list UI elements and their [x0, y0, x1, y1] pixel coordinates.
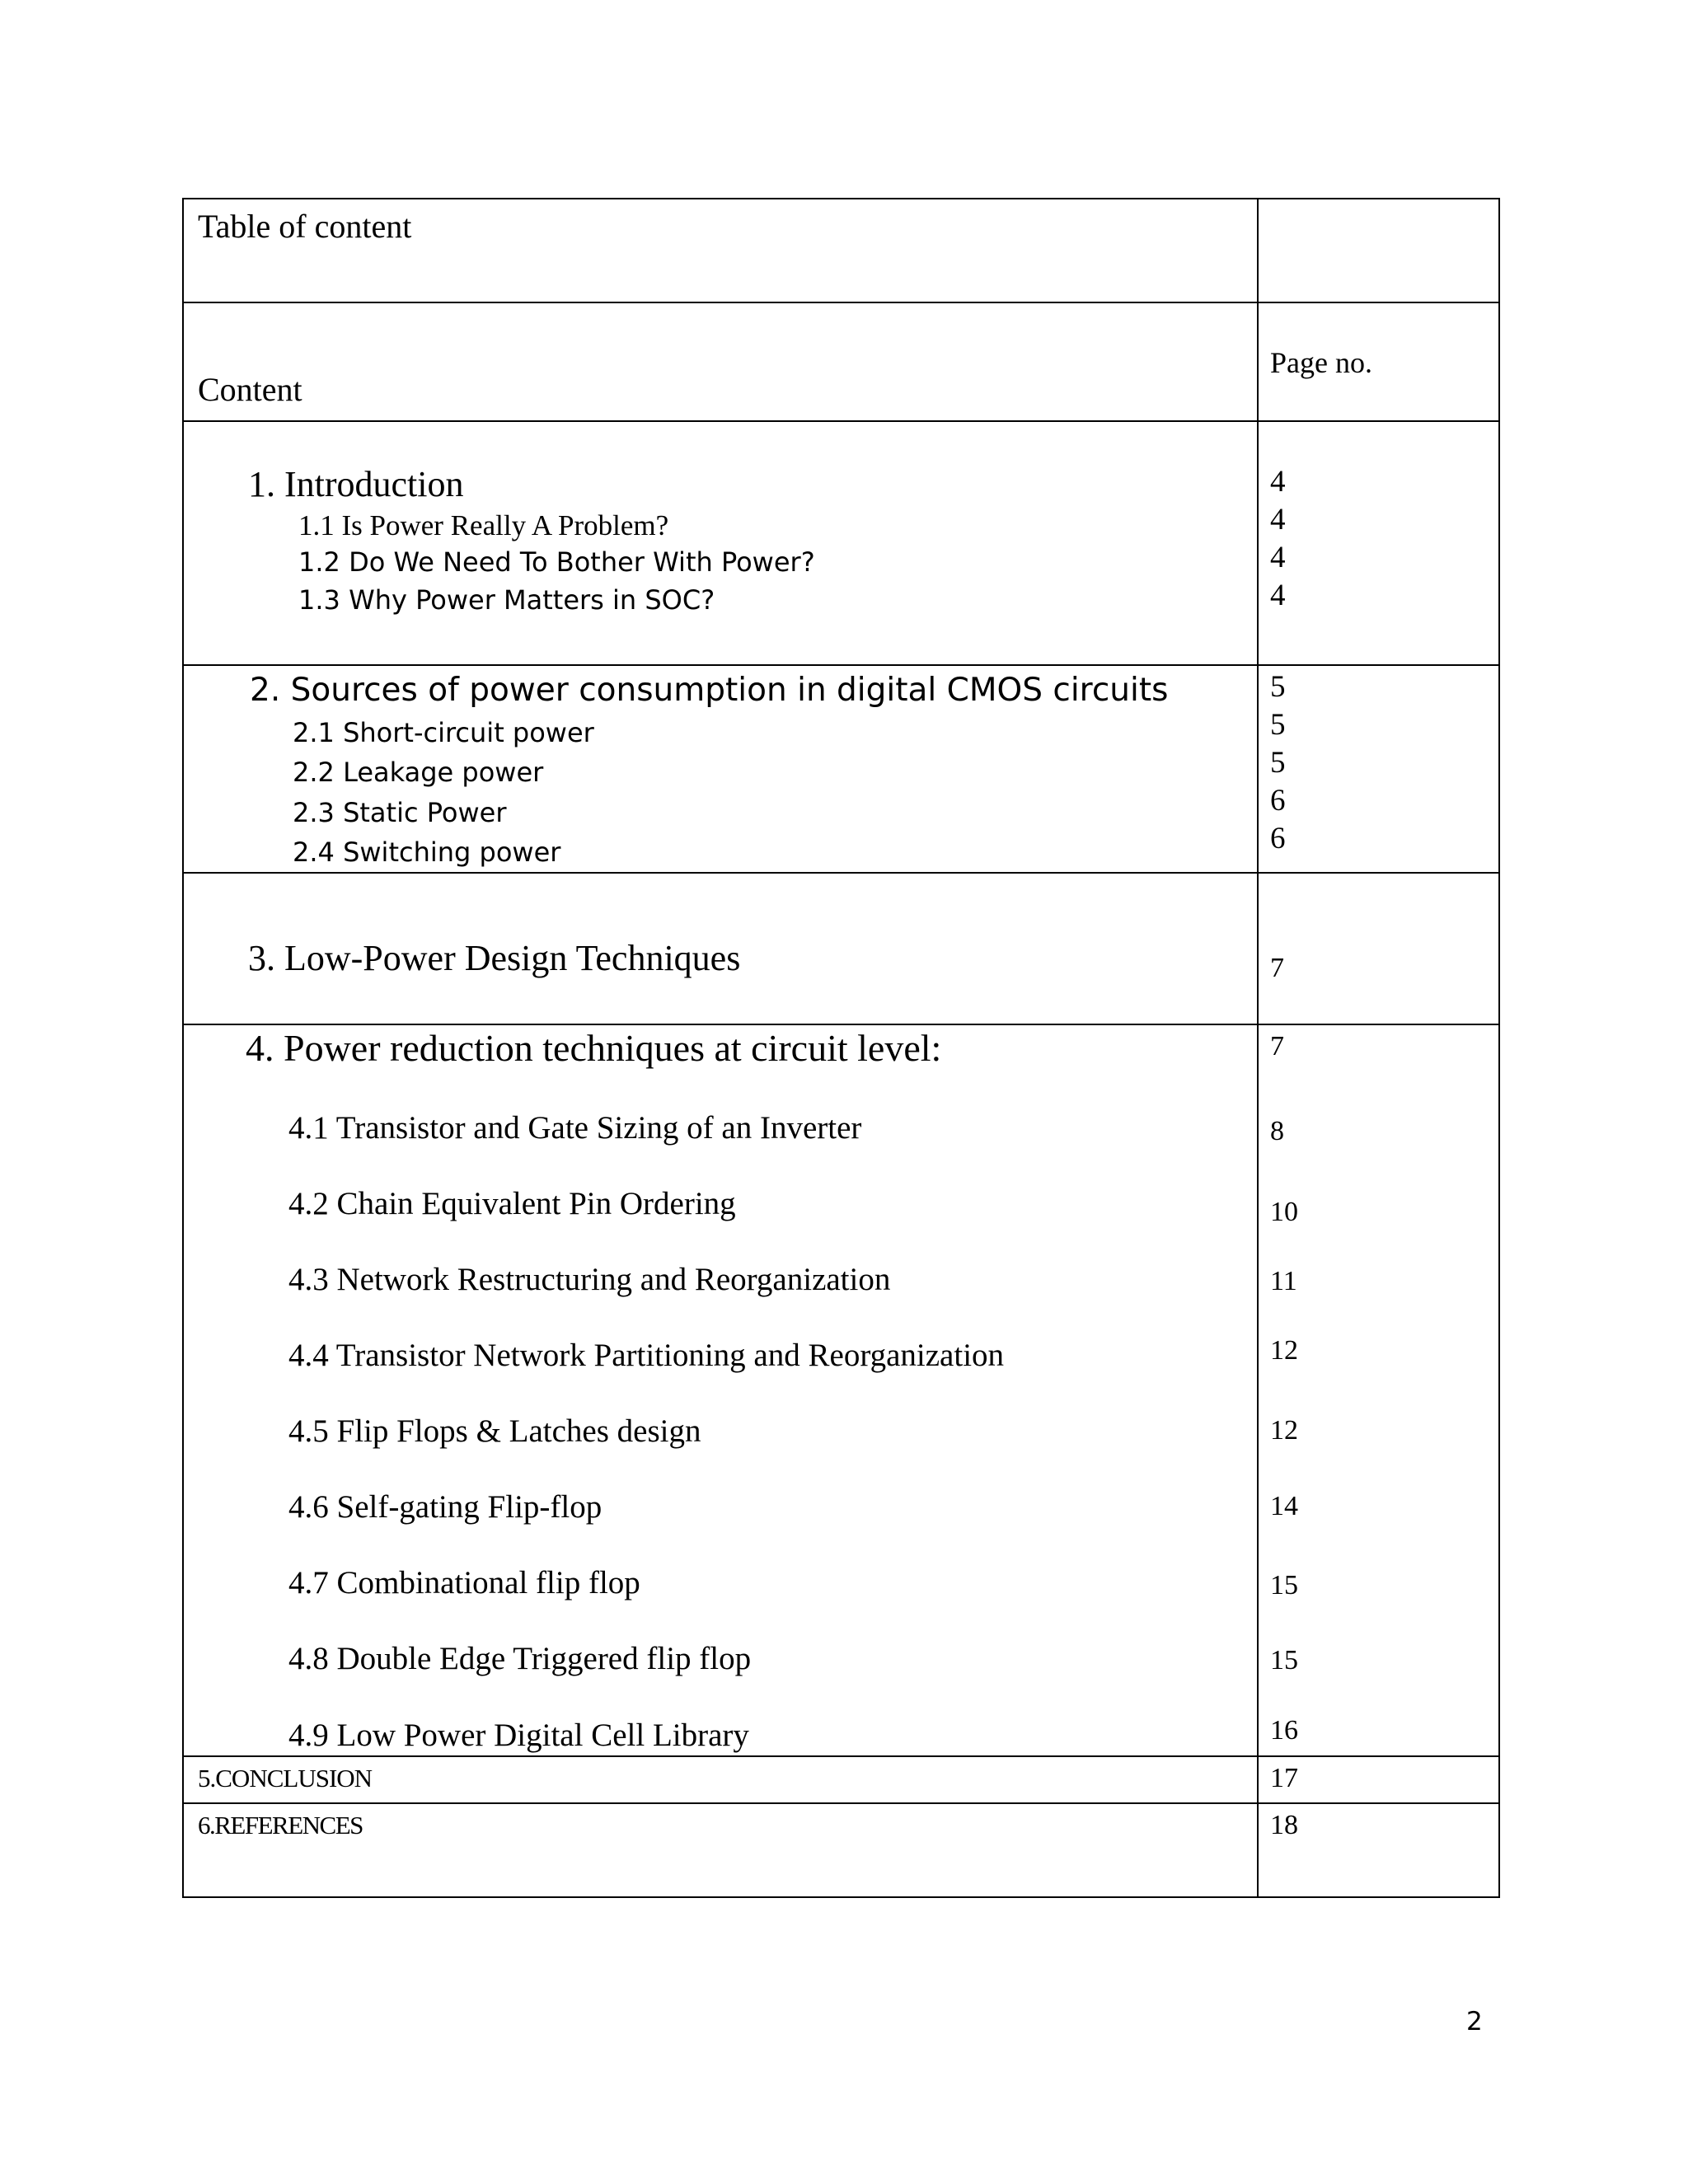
content-column-header: Content: [198, 371, 302, 408]
page-number-4: 7: [1270, 1031, 1284, 1062]
table-row-divider: [182, 1024, 1500, 1025]
page-number-3: 7: [1270, 953, 1284, 983]
toc-entry-4-5: 4.5 Flip Flops & Latches design: [288, 1413, 701, 1449]
page-number-4-9: 16: [1270, 1715, 1298, 1746]
toc-entry-1-3: 1.3 Why Power Matters in SOC?: [298, 584, 715, 616]
toc-entry-4-9: 4.9 Low Power Digital Cell Library: [288, 1718, 749, 1753]
table-row-divider: [182, 872, 1500, 874]
toc-entry-2-2: 2.2 Leakage power: [293, 757, 544, 788]
page-number-2-4: 6: [1270, 822, 1286, 855]
table-row-divider: [182, 302, 1500, 303]
page-number-4-5: 12: [1270, 1415, 1298, 1446]
toc-entry-4-6: 4.6 Self-gating Flip-flop: [288, 1489, 603, 1525]
page-column-header: Page no.: [1270, 346, 1372, 379]
page-number-1-3: 4: [1270, 579, 1286, 612]
section-3-heading: 3. Low-Power Design Techniques: [248, 938, 741, 978]
toc-entry-2-3: 2.3 Static Power: [293, 797, 507, 828]
page-number-2-2: 5: [1270, 746, 1286, 780]
table-row-divider: [182, 664, 1500, 666]
toc-title: Table of content: [198, 208, 412, 245]
toc-entry-4-3: 4.3 Network Restructuring and Reorganization: [288, 1262, 891, 1297]
page-number-1-2: 4: [1270, 541, 1286, 574]
toc-entry-4-8: 4.8 Double Edge Triggered flip flop: [288, 1641, 752, 1676]
section-2-heading: 2. Sources of power consumption in digital CMOS circuits: [250, 672, 1169, 709]
toc-entry-2-4: 2.4 Switching power: [293, 837, 561, 868]
page-number-6: 18: [1270, 1810, 1298, 1840]
page-number-1-1: 4: [1270, 503, 1286, 537]
toc-entry-4-1: 4.1 Transistor and Gate Sizing of an Inverter: [288, 1110, 862, 1146]
table-row-divider: [182, 420, 1500, 422]
page-number-2: 5: [1270, 670, 1286, 704]
toc-entry-4-7: 4.7 Combinational flip flop: [288, 1565, 640, 1601]
page-number-4-6: 14: [1270, 1491, 1298, 1521]
page-number-4-1: 8: [1270, 1116, 1284, 1146]
toc-entry-1-2: 1.2 Do We Need To Bother With Power?: [298, 546, 815, 578]
toc-entry-4-2: 4.2 Chain Equivalent Pin Ordering: [288, 1186, 736, 1221]
table-column-divider: [1257, 198, 1259, 1898]
section-4-heading: 4. Power reduction techniques at circuit level:: [246, 1027, 942, 1069]
page-number-4-8: 15: [1270, 1645, 1298, 1675]
page-number-4-3: 11: [1270, 1266, 1297, 1296]
section-5-heading: 5.CONCLUSION: [198, 1764, 373, 1793]
section-6-heading: 6.REFERENCES: [198, 1811, 363, 1840]
page-number-1: 4: [1270, 465, 1286, 499]
table-row-divider: [182, 1755, 1500, 1757]
section-1-heading: 1. Introduction: [248, 464, 464, 504]
toc-entry-1-1: 1.1 Is Power Really A Problem?: [298, 509, 669, 541]
page-number-2-3: 6: [1270, 784, 1286, 818]
page-number-4-2: 10: [1270, 1197, 1298, 1227]
page-number-4-4: 12: [1270, 1335, 1298, 1366]
table-row-divider: [182, 1802, 1500, 1804]
toc-entry-2-1: 2.1 Short-circuit power: [293, 717, 594, 748]
page-number-5: 17: [1270, 1763, 1298, 1793]
page-number-footer: 2: [1466, 2007, 1483, 2036]
page-number-2-1: 5: [1270, 708, 1286, 742]
page-number-4-7: 15: [1270, 1570, 1298, 1601]
toc-entry-4-4: 4.4 Transistor Network Partitioning and Reorganization: [288, 1338, 1005, 1373]
